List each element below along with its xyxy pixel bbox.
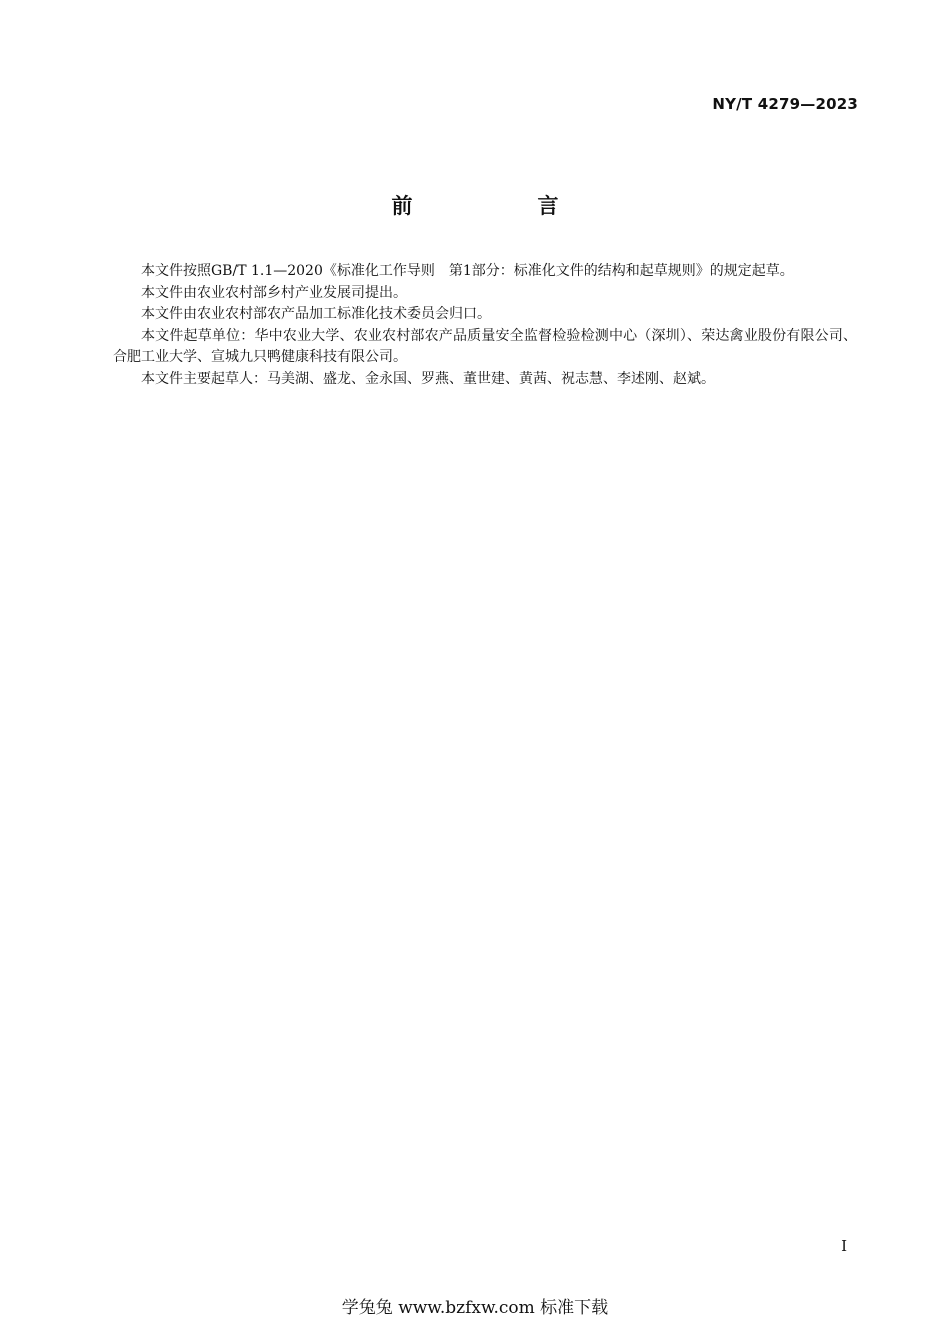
page-title: 前 言 [391, 194, 611, 218]
paragraph-drafting-units: 本文件起草单位：华中农业大学、农业农村部农产品质量安全监督检验检测中心（深圳）、荣达禽业股份有限公司、合肥工业大学、宣城九只鸭健康科技有限公司。 [113, 327, 857, 366]
paragraph-drafting-rules: 本文件按照GB/T 1.1—2020《标准化工作导则 第1部分：标准化文件的结构和起草规则》的规定起草。 [141, 263, 794, 279]
paragraph-drafters: 本文件主要起草人：马美湖、盛龙、金永国、罗燕、董世建、黄茜、祝志慧、李述刚、赵斌。 [141, 370, 715, 387]
paragraph-committee: 本文件由农业农村部农产品加工标准化技术委员会归口。 [141, 306, 491, 323]
page-number: I [841, 1237, 847, 1255]
standard-code: NY/T 4279—2023 [712, 95, 858, 113]
paragraph-proposer: 本文件由农业农村部乡村产业发展司提出。 [141, 284, 407, 301]
document-body [113, 261, 857, 391]
footer-watermark: 学兔兔 www.bzfxw.com 标准下载 [341, 1298, 609, 1318]
